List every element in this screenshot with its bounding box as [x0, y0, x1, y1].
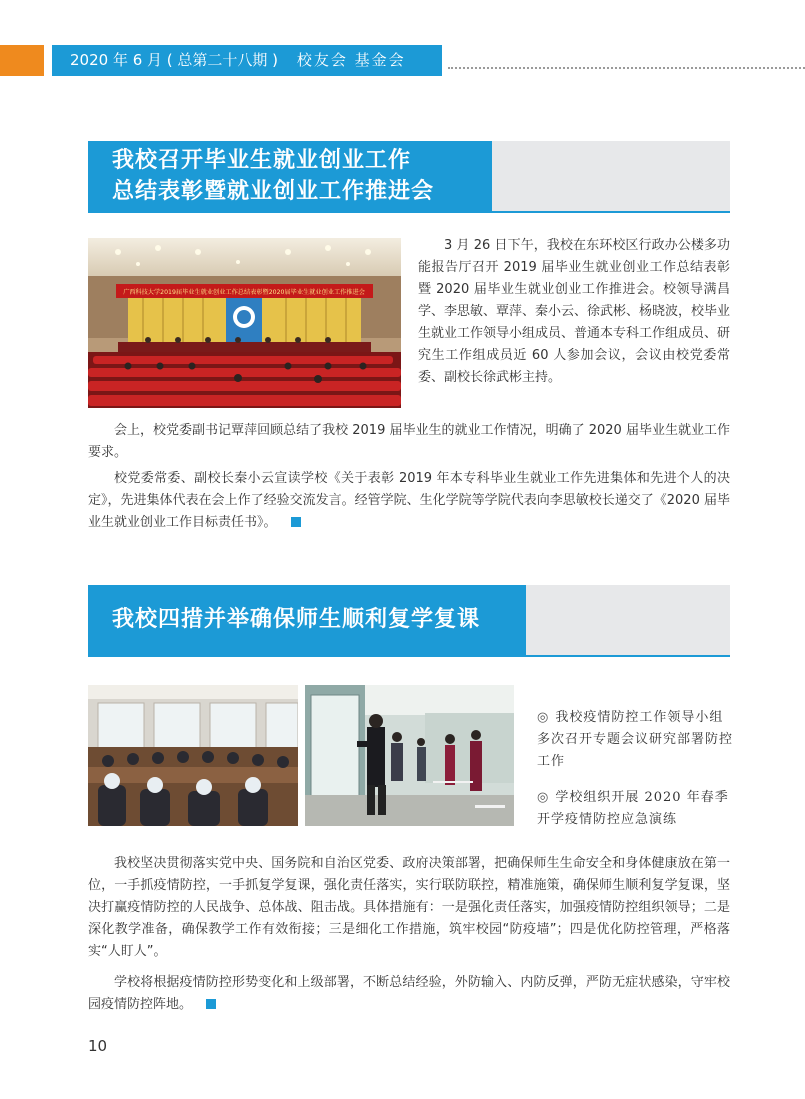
header-dotted-rule: [448, 67, 805, 69]
article1-title-line1: 我校召开毕业生就业创业工作: [112, 148, 412, 173]
conference-room-photo: [88, 685, 298, 826]
photo-caption-2: [537, 787, 737, 831]
header-orange-block: [0, 45, 44, 76]
issue-label: 2020 年 6 月 ( 总第二十八期 ): [70, 51, 279, 69]
drill-photo: [305, 685, 514, 826]
photo-caption-1-text: 我校疫情防控工作领导小组多次召开专题会议研究部署防控工作: [537, 710, 734, 769]
article1-title-bar: [88, 141, 730, 213]
article1-title-line2: 总结表彰暨就业创业工作推进会: [112, 179, 435, 204]
article1-paragraph-3-text: 校党委常委、副校长秦小云宣读学校《关于表彰 2019 年本专科毕业生就业工作先进集体和先进个人的决定》，先进集体代表在会上作了经验交流发言。经管学院、生化学院等学院代表向李思敏校长递交了《2020 届毕业生就业创业工作目标责任书》。: [88, 471, 730, 530]
running-header: [52, 45, 442, 76]
meeting-hall-photo: [88, 238, 401, 408]
caption-bullet-2: ◎: [537, 790, 550, 805]
photo-caption-2-text: 学校组织开展 2020 年春季开学疫情防控应急演练: [537, 790, 729, 827]
photo-caption-1: [537, 707, 737, 773]
article2-paragraph-1: 我校坚决贯彻落实党中央、国务院和自治区党委、政府决策部署，把确保师生生命安全和身体健康放在第一位，一手抓疫情防控，一手抓复学复课，强化责任落实，实行联防联控，精准施策，确保师生顺利复学复课，坚决打赢疫情防控的人民战争、总体战、阻击战。具体措施有：一是强化责任落实，加强疫情防控组织领导；二是深化教学准备，确保教学工作有效衔接；三是细化工作措施，筑牢校园“防疫墙”；四是优化防控管理，严格落实“人盯人”。: [88, 856, 730, 959]
end-mark-square: [291, 517, 301, 527]
banner-text: 广西科技大学2019届毕业生就业创业工作总结表彰暨2020届毕业生就业创业工作推进会: [123, 289, 365, 296]
end-mark-square: [206, 999, 216, 1009]
page-number: 10: [88, 1037, 108, 1055]
article1-paragraph-1: 3 月 26 日下午，我校在东环校区行政办公楼多功能报告厅召开 2019 届毕业生就业创业工作总结表彰暨 2020 届毕业生就业创业工作推进会。校领导满昌学、李思敏、覃萍、秦小云、徐武彬、杨晓波，校毕业生就业工作领导小组成员、普通本专科工作组成员、研究生工作组成员近 60 人参加会议，会议由校党委常委、副校长徐武彬主持。: [418, 238, 731, 385]
article1-paragraph-3: [88, 468, 730, 534]
org-label: 校友会 基金会: [296, 51, 406, 69]
article2-paragraph-2: [88, 972, 730, 1016]
article2-paragraph-2-text: 学校将根据疫情防控形势变化和上级部署，不断总结经验，外防输入、内防反弹，严防无症状感染，守牢校园疫情防控阵地。: [88, 975, 730, 1012]
article1-paragraph-2: 会上，校党委副书记覃萍回顾总结了我校 2019 届毕业生的就业工作情况，明确了 2020 届毕业生就业工作要求。: [88, 423, 730, 460]
caption-bullet-1: ◎: [537, 710, 550, 725]
article2-title-bar: [88, 585, 730, 657]
article2-title: 我校四措并举确保师生顺利复学复课: [112, 607, 481, 632]
